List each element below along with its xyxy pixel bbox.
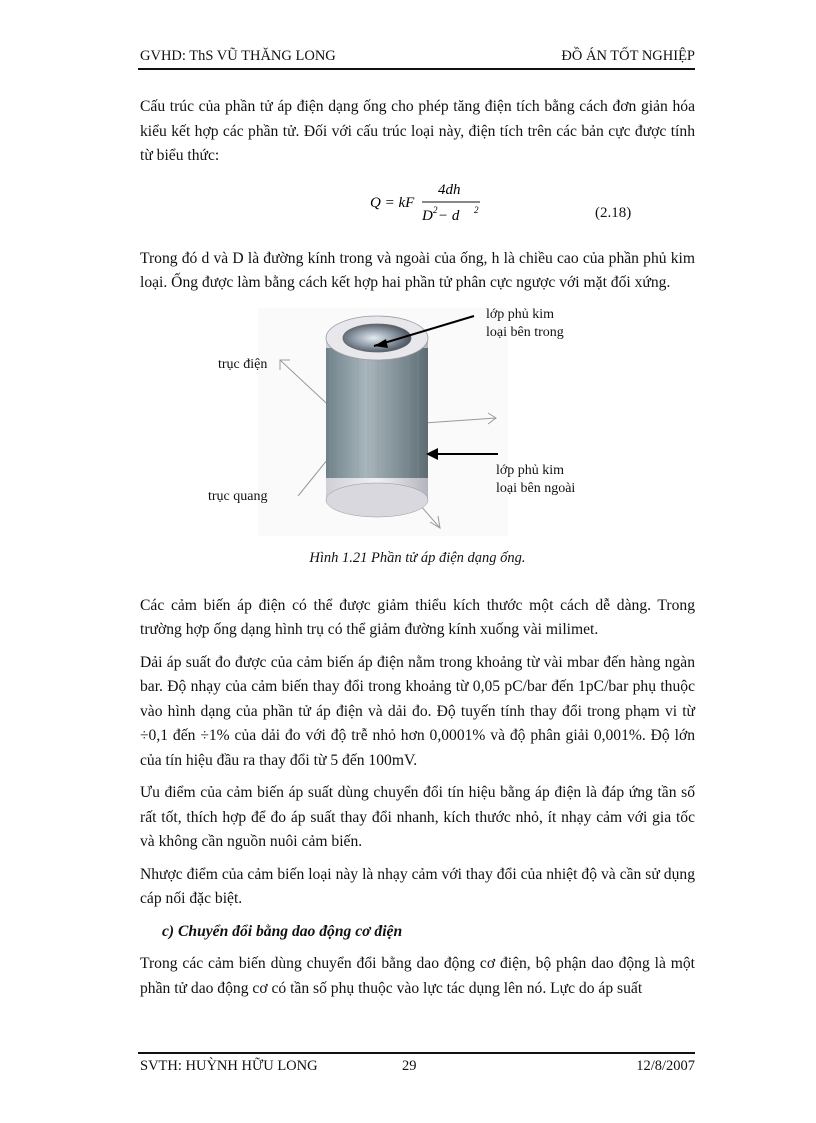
page-header [140,48,695,68]
formula-fraction [370,177,490,232]
paragraph-disadvantages: Nhược điểm của cảm biến loại này là nhạy cảm với thay đổi của nhiệt độ và cần sử dụng cáp nối đặc biệt. [140,865,695,907]
equation-number: (2.18) [595,204,632,221]
page-content [140,95,695,1009]
tube-bottom-face [326,483,428,517]
paragraph-vibration: Trong các cảm biến dùng chuyển đổi bằng dao động cơ điện, bộ phận dao động là một phần tử dao động cơ có tần số phụ thuộc vào lực tác dụng lên nó. Lực do áp suất [140,955,695,997]
formula-numerator: 4dh [438,181,461,198]
label-inner-line-2: loại bên trong [486,324,564,340]
footer-rule [138,1052,695,1054]
label-inner-coating [486,306,564,342]
formula-lhs: Q = kF [370,194,415,211]
figure-caption: Hình 1.21 Phần tử áp điện dạng ống. [309,549,526,566]
paragraph-miniaturization: Các cảm biến áp điện có thể được giảm thiểu kích thước một cách dễ dàng. Trong trường hợp ống dạng hình trụ có thể giảm đường kính xuống vài milimet. [140,596,695,638]
formula-exp-D: 2 [433,204,438,215]
label-outer-line-1: lớp phủ kim [496,462,565,478]
formula-denominator-d: − d [438,207,460,224]
label-outer-line-2: loại bên ngoài [496,480,576,496]
formula-exp-d: 2 [474,204,479,215]
header-rule [138,68,695,70]
footer-date: 12/8/2007 [636,1058,695,1074]
label-electric-axis: trục điện [218,356,268,372]
tube-outer-electrode [326,338,428,498]
paragraph-range: Dải áp suất đo được của cảm biến áp điện nằm trong khoảng từ vài mbar đến hàng ngàn bar. Độ nhạy của cảm biến thay đổi trong khoảng từ 0,05 pC/bar đến 1pC/bar phụ thuộc vào hình dạng của phần tử áp điện và dải đo. Độ tuyến tính thay đổi trong phạm vi từ ÷0,1 đến ÷1% của dải đo với độ trễ nhỏ hơn 0,0001% và độ phân giải 0,001%. Độ lớn của tín hiệu đầu ra thay đổi từ 5 đến 100mV. [140,653,695,769]
page-number: 29 [402,1058,417,1074]
equation-2-18 [140,175,695,237]
piezo-tube-illustration [258,308,508,536]
section-heading-c: c) Chuyển đổi bằng dao động cơ điện [162,922,403,940]
paragraph-structure: Cấu trúc của phần tử áp điện dạng ống cho phép tăng điện tích bằng cách đơn giản hóa kiểu kết hợp các phần tử. Đối với cấu trúc loại này, điện tích trên các bản cực được tính từ biểu thức: [140,98,695,164]
label-optical-axis: trục quang [208,488,268,504]
footer-student: SVTH: HUỲNH HỮU LONG [140,1058,318,1074]
paragraph-advantages: Ưu điểm của cảm biến áp suất dùng chuyển đổi tín hiệu bằng áp điện là đáp ứng tần số rất tốt, thích hợp để đo áp suất thay đổi nhanh, kích thước nhỏ, ít nhạy cảm với gia tốc và không cần nguồn nuôi cảm biến. [140,784,695,850]
label-outer-coating [496,462,575,498]
paragraph-definitions: Trong đó d và D là đường kính trong và ngoài của ống, h là chiều cao của phần phủ kim loại. Ống được làm bằng cách kết hợp hai phần tử phân cực ngược với mặt đối xứng. [140,249,695,291]
figure-1-21 [140,304,695,594]
formula-denominator-D: D [422,207,433,224]
header-advisor: GVHD: ThS VŨ THĂNG LONG [140,48,336,64]
label-inner-line-1: lớp phủ kim [486,306,555,322]
header-title: ĐỒ ÁN TỐT NGHIỆP [561,48,695,64]
